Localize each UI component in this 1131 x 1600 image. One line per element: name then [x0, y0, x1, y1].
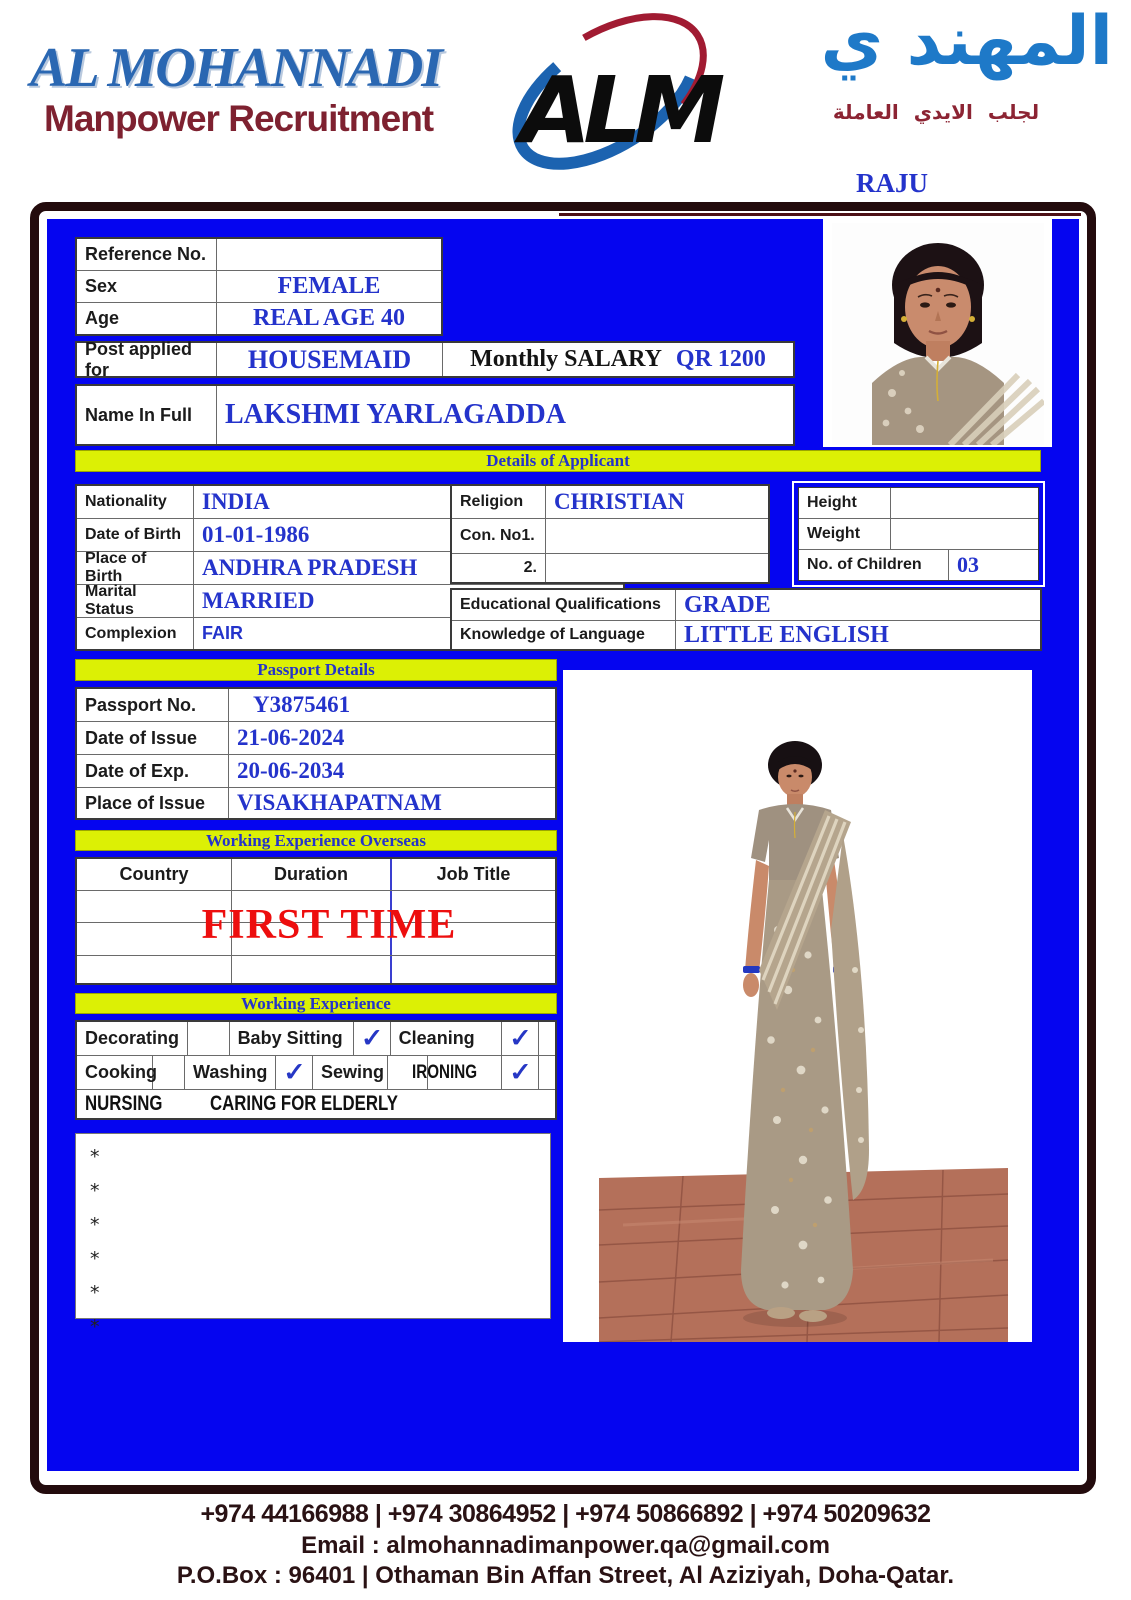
passport-section-bar: Passport Details: [75, 659, 557, 681]
skills-table: [75, 1020, 557, 1120]
skill-cooking-label: Cooking: [77, 1056, 153, 1089]
first-time-note: FIRST TIME: [201, 902, 457, 948]
skill-babysitting-checkbox[interactable]: ✓: [354, 1022, 391, 1055]
language-label: Knowledge of Language: [452, 621, 676, 649]
overseas-col-duration: Duration: [232, 859, 392, 890]
age-value[interactable]: REAL AGE 40: [252, 305, 406, 331]
skill-ironing-checkbox[interactable]: ✓: [502, 1056, 539, 1089]
education-language-box: [450, 588, 1042, 651]
height-value[interactable]: [891, 488, 1038, 518]
pob-value[interactable]: ANDHRA PRADESH: [202, 555, 418, 580]
body-stats-box: [792, 481, 1045, 587]
dob-value[interactable]: 01-01-1986: [202, 522, 310, 547]
pob-label: Place of Birth: [77, 552, 194, 584]
post-label: Post applied for: [77, 343, 217, 376]
complexion-label: Complexion: [77, 618, 194, 649]
svg-text:ALM: ALM: [520, 57, 718, 164]
weight-value[interactable]: [891, 519, 1038, 549]
brand-subtitle: Manpower Recruitment: [44, 98, 434, 139]
overseas-col-jobtitle: Job Title: [436, 864, 511, 884]
issue-place-label: Place of Issue: [77, 788, 229, 818]
footer-address: P.O.Box : 96401 | Othaman Bin Affan Street, Al Aziziyah, Doha-Qatar.: [176, 1562, 955, 1589]
salary-value[interactable]: QR 1200: [675, 346, 766, 372]
skill-washing-checkbox[interactable]: ✓: [276, 1056, 313, 1089]
details-section-bar: Details of Applicant: [75, 450, 1041, 472]
children-label: No. of Children: [799, 550, 949, 580]
contact2-value[interactable]: [546, 554, 768, 582]
brand-name: AL MOHANNADI: [30, 37, 442, 99]
skill-sewing-label: Sewing: [313, 1056, 388, 1089]
skill-cleaning-checkbox[interactable]: ✓: [502, 1022, 539, 1055]
expiry-date-label: Date of Exp.: [77, 755, 229, 787]
issue-place-value[interactable]: VISAKHAPATNAM: [237, 790, 442, 815]
marital-label: Marital Status: [77, 585, 194, 617]
passport-no-value[interactable]: Y3875461: [253, 692, 351, 717]
agent-name: RAJU: [856, 168, 928, 198]
footer: [0, 1500, 1131, 1590]
overseas-row-empty[interactable]: [77, 956, 555, 983]
issue-date-value[interactable]: 21-06-2024: [237, 725, 345, 750]
notes-bullets: * * * * * *: [90, 1146, 100, 1338]
education-value[interactable]: GRADE: [684, 591, 771, 618]
passport-box: [75, 687, 557, 820]
name-label: Name In Full: [77, 386, 217, 444]
weight-label: Weight: [799, 519, 891, 549]
issue-date-label: Date of Issue: [77, 722, 229, 754]
post-value[interactable]: HOUSEMAID: [217, 343, 443, 376]
salary-label: Monthly SALARY: [470, 346, 662, 372]
reference-label: Reference No.: [77, 239, 217, 270]
expiry-date-value[interactable]: 20-06-2034: [237, 758, 345, 783]
marital-value[interactable]: MARRIED: [202, 588, 315, 613]
brand-block: [30, 37, 500, 140]
passport-photo: [832, 223, 1044, 445]
skill-ironing-label: IRONING: [428, 1056, 502, 1089]
overseas-section-bar: Working Experience Overseas: [75, 830, 557, 851]
religion-label: Religion: [452, 486, 546, 518]
skill-cleaning-label: Cleaning: [391, 1022, 502, 1055]
dob-label: Date of Birth: [77, 519, 194, 551]
skill-decorating-label: Decorating: [77, 1022, 188, 1055]
height-label: Height: [799, 488, 891, 518]
sex-label: Sex: [77, 271, 217, 302]
applicant-full-photo: [563, 670, 1032, 1342]
passport-no-label: Passport No.: [77, 689, 229, 721]
footer-phones: +974 44166988 | +974 30864952 | +974 50866892 | +974 50209632: [200, 1500, 931, 1528]
complexion-value[interactable]: FAIR: [202, 623, 244, 643]
experience-section-bar: Working Experience: [75, 993, 557, 1014]
brand-name-arabic: المهند ي: [820, 2, 1113, 81]
skill-cooking-checkbox[interactable]: [153, 1056, 185, 1089]
skill-caring-elderly-label: CARING FOR ELDERLY: [210, 1092, 398, 1115]
decorative-line: [559, 213, 1081, 216]
overseas-col-country: Country: [77, 859, 232, 890]
footer-email: Email : almohannadimanpower.qa@gmail.com: [301, 1532, 830, 1559]
name-box: [75, 384, 795, 446]
skill-babysitting-label: Baby Sitting: [230, 1022, 354, 1055]
name-value[interactable]: LAKSHMI YARLAGADDA: [225, 399, 566, 430]
skill-washing-label: Washing: [185, 1056, 276, 1089]
religion-value[interactable]: CHRISTIAN: [554, 489, 685, 514]
nationality-label: Nationality: [77, 486, 194, 518]
brand-subtitle-arabic: لجلب الايدي العاملة: [832, 100, 1040, 124]
contact1-value[interactable]: [546, 519, 768, 553]
skill-nursing-label: NURSING: [85, 1092, 163, 1115]
language-value[interactable]: LITTLE ENGLISH: [684, 621, 889, 648]
education-label: Educational Qualifications: [452, 590, 676, 620]
contact1-label: Con. No1.: [452, 519, 546, 553]
basic-info-box: [75, 237, 443, 336]
alm-logo-icon: [482, 2, 732, 187]
nationality-value[interactable]: INDIA: [202, 489, 270, 514]
reference-value[interactable]: [217, 239, 441, 270]
religion-contact-box: [450, 484, 770, 584]
notes-box[interactable]: [75, 1133, 551, 1338]
age-label: Age: [77, 303, 217, 334]
sex-value[interactable]: FEMALE: [277, 273, 381, 299]
contact2-label: 2.: [452, 554, 546, 582]
skill-decorating-checkbox[interactable]: [188, 1022, 230, 1055]
cv-form: [30, 202, 1096, 1494]
children-value[interactable]: 03: [957, 552, 979, 577]
post-salary-box: [75, 338, 795, 380]
